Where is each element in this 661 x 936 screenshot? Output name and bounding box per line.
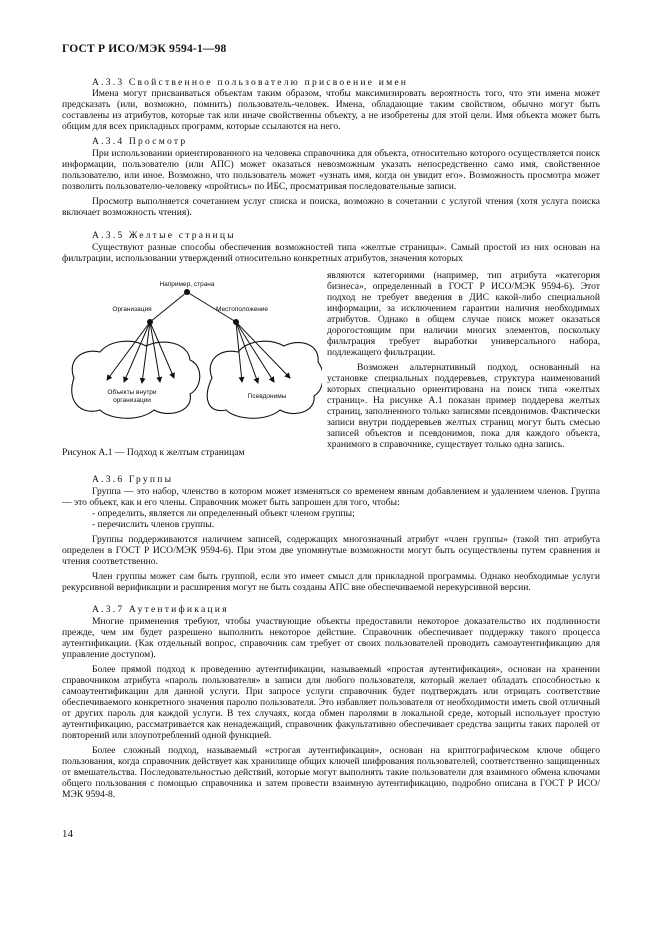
figure-arrow	[236, 322, 274, 382]
figure-arrow	[236, 322, 290, 378]
figure-edge	[150, 292, 187, 322]
section-a335-wrapped-text	[327, 270, 600, 450]
yellow-pages-figure	[62, 270, 322, 445]
list-item: - определить, является ли определенный объект членом группы;	[92, 508, 355, 519]
paragraph: Просмотр выполняется сочетанием услуг списка и поиска, возможно в сочетании с услугой чтения (хотя услуга поиска включает возможность чтения).	[62, 196, 600, 218]
section-a335-intro	[62, 242, 600, 264]
section-a333-body	[62, 88, 600, 132]
paragraph: Более прямой подход к проведению аутентификации, называемый «простая аутентификация», основан на хранении справочником атрибута «пароль пользователя» в записи для любого пользователя, который желает обладать способностью к самоаутентификации для данной услуги. При запросе услуги справочник будет подтверждать или отрицать соответствие обеспечиваемого конкретного значения паролю пользователя. Это избавляет пользователя от необходимости иметь свой отличный от других пароль для каждой услуги. В тех случаях, когда обмен паролями в локальной среде, который использует простую аутентификацию, рассматривается как ненадежащий, справочник факультативно обеспечивает средства защиты таких паролей от повторений или злоупотреблений одной функцией.	[62, 664, 600, 741]
paragraph: Группа — это набор, членство в котором может изменяться со временем явным добавлением и удалением членов. Группа — это объект, как и его члены. Справочник может быть запрошен для того, чтобы:	[62, 486, 600, 508]
paragraph: являются категориями (например, тип атрибута «категория бизнеса», определенный в ГОСТ Р ИСО/МЭК 9594-6). Этот подход не требует введения в ДИС какой-либо специальной информации, за исключением гарантии наличия необходимых атрибутов. Однако в общем случае поиск может оказаться дорогостоящим при наличии многих элементов, поскольку фильтрация требует выработки универсального набора, подлежащего фильтрации.	[327, 270, 600, 358]
paragraph: Более сложный подход, называемый «строгая аутентификация», основан на криптографическом ключе общего пользования, когда справочник действует как хранилище общих ключей шифрования пользователей, соответственно защищенных от вмешательства. Последовательностью действий, которые могут выполнять такие пользователи для взаимного обмена ключами общего пользования с помощью справочника и затем провести взаимную аутентификацию, подробно описана в ГОСТ Р ИСО/МЭК 9594-8.	[62, 745, 600, 800]
figure-caption: Рисунок А.1 — Подход к желтым страницам	[62, 447, 245, 458]
paragraph: Группы поддерживаются наличием записей, содержащих многозначный атрибут «член группы» (такой тип атрибута определен в ГОСТ Р ИСО/МЭК 9594-6). При этом две упомянутые возможности могут быть осуществлены путем сравнения и чтения соответственно.	[62, 534, 600, 567]
figure-left-label: Организация	[112, 306, 152, 313]
section-heading-a335: А.3.5 Желтые страницы	[92, 230, 236, 241]
figure-right-label: Местоположение	[215, 306, 269, 313]
section-heading-a334: А.3.4 Просмотр	[92, 136, 188, 147]
figure-arrow	[150, 322, 160, 382]
section-heading-a337: А.3.7 Аутентификация	[92, 604, 229, 615]
figure-left-cloud	[72, 341, 200, 418]
section-heading-a333: А.3.3 Свойственное пользователю присвоение имен	[92, 77, 409, 88]
paragraph: Член группы может сам быть группой, если это имеет смысл для прикладной программы. Однако необходимые услуги рекурсивной верификации и расширения могут не быть созданы АПС вне обеспечиваемой нерекурсивной версии.	[62, 571, 600, 593]
section-a334-body	[62, 148, 600, 218]
figure-left-cloud-label: Объекты внутри организации	[107, 389, 157, 404]
section-a337-body	[62, 616, 600, 800]
list-item: - перечислить членов группы.	[92, 519, 215, 530]
figure-right-cloud	[207, 341, 322, 418]
section-heading-a336: А.3.6 Группы	[92, 474, 174, 485]
paragraph: Возможен альтернативный подход, основанный на установке специальных поддеревьев, структура наименований которых специально ориентирована на поиск типа «желтых страниц». На рисунке А.1 показан пример поддерева желтых страниц, заполненного только записями псевдонимов. Фактически записи внутри поддеревьев желтых страниц могут быть смесью записей объектов и псевдонимов, пока для каждого объекта, хранимого в справочнике, существует только одна запись.	[327, 362, 600, 450]
paragraph: При использовании ориентированного на человека справочника для объекта, относительно которого осуществляется поиск информации, пользователю (или АПС) может оказаться невозможным указать непосредственно само имя, свойственное пользователю, или иное. Возможно, что пользователь может «узнать имя, когда он увидит его». Возможность просмотра может позволить пользователю-человеку «пройтись» по ИБС, просматривая последовательные записи.	[62, 148, 600, 192]
figure-root-label: Например, страна	[159, 281, 215, 288]
paragraph: Многие применения требуют, чтобы участвующие объекты предоставили некоторое доказательство их подлинности прежде, чем им будет разрешено выполнить некоторое действие. Справочник обеспечивает поддержку такого процесса аутентификации. (Как отдельный вопрос, справочник сам требует от своих пользователей проводить самоаутентификацию для управление доступом).	[62, 616, 600, 660]
figure-arrow	[150, 322, 174, 378]
paragraph: Имена могут присваиваться объектам таким образом, чтобы максимизировать вероятность того, что эти имена может предсказать (или, возможно, помнить) пользователь-человек. Имена, обладающие таким свойством, обычно могут быть составлены из атрибутов, которые так или иначе свойственны объекту, а не изобретены для этой цели. Имя объекта может быть общим для всех прикладных программ, которые ссылаются на него.	[62, 88, 600, 132]
page-number: 14	[62, 828, 73, 840]
paragraph: Существуют разные способы обеспечения возможностей типа «желтые страницы». Самый простой из них основан на фильтрации, использовании утверждений относительно конкретных атрибутов, значения которых	[62, 242, 600, 264]
page-header: ГОСТ Р ИСО/МЭК 9594-1—98	[62, 43, 227, 55]
figure-right-cloud-label: Псевдонимы	[247, 393, 287, 400]
section-a336-body	[62, 486, 600, 593]
